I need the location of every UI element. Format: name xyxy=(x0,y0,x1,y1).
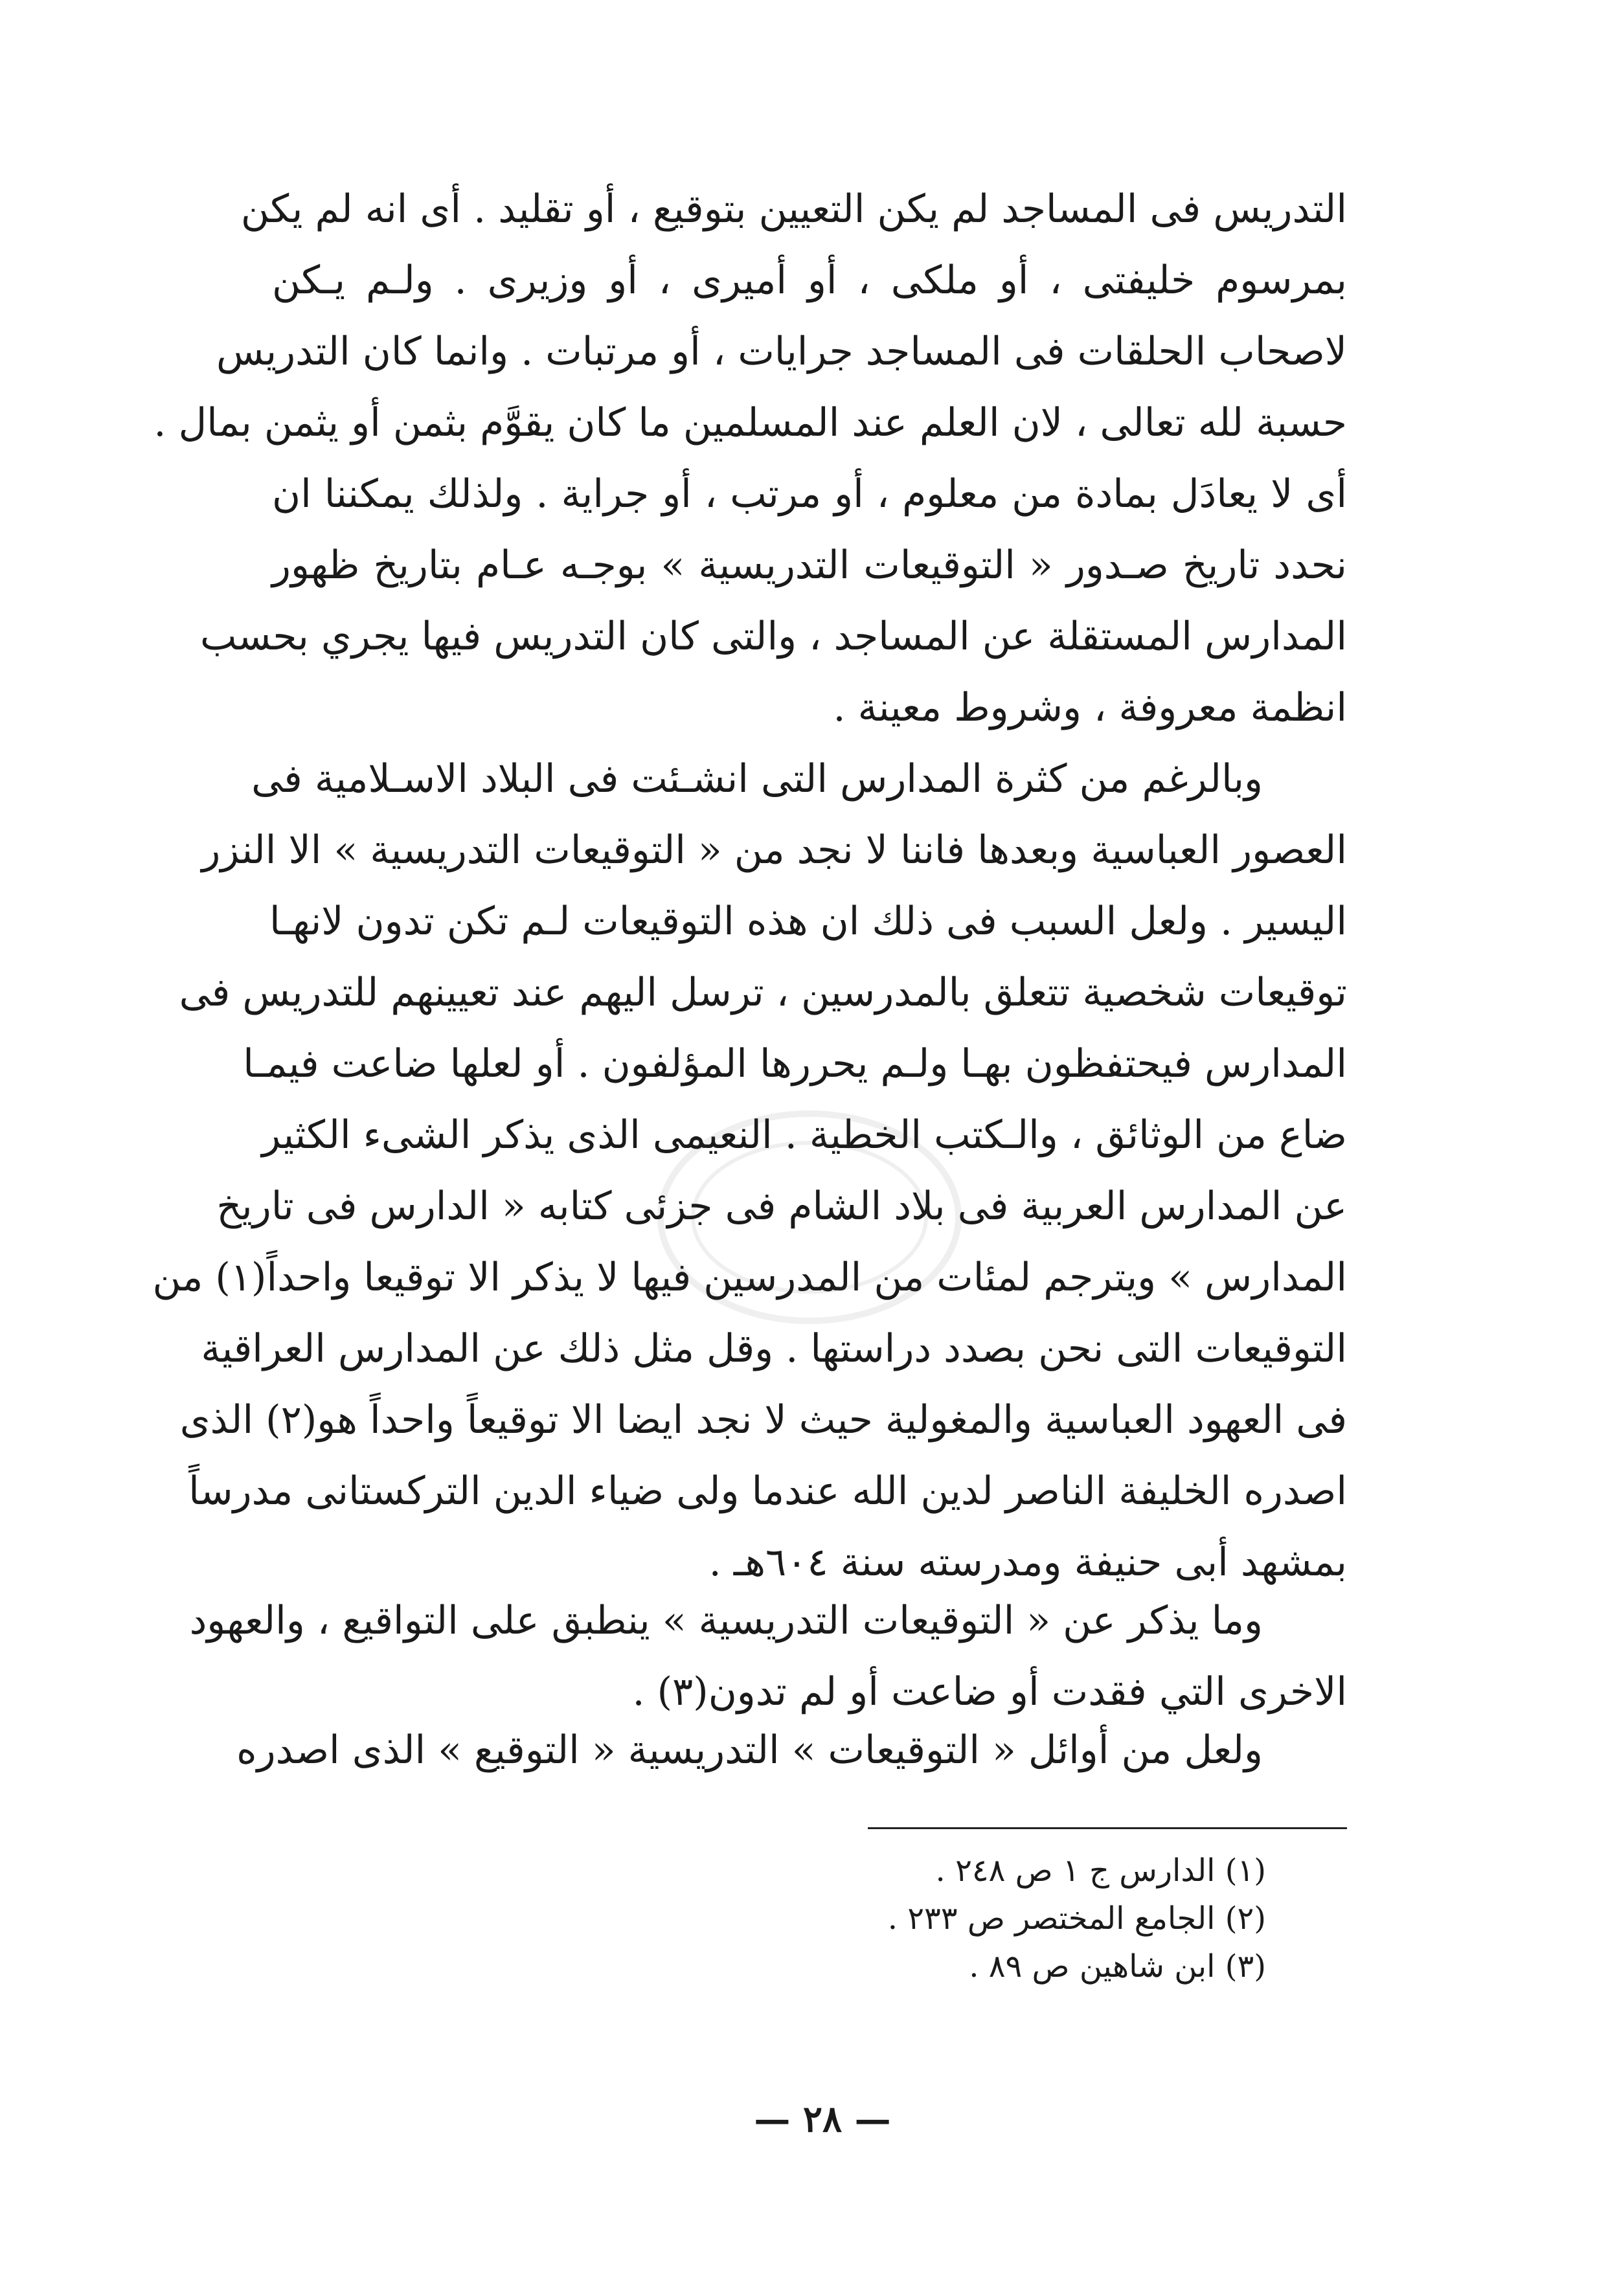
footnote-1: (١) الدارس ج ١ ص ٢٤٨ . xyxy=(935,1852,1266,1889)
page-number: — ٢٨ — xyxy=(754,2098,891,2141)
paragraph-1 xyxy=(153,174,1347,743)
text-line: الاخرى التي فقدت أو ضاعت أو لم تدون(٣) . xyxy=(632,1669,1347,1715)
text-line: حسبة لله تعالى ، لان العلم عند المسلمين ما كان يقوَّم بثمن أو يثمن بمال . xyxy=(153,400,1347,445)
text-line: التدريس فى المساجد لم يكن التعيين بتوقيع ، أو تقليد . أى انه لم يكن xyxy=(240,186,1347,232)
text-line: التوقيعات التى نحن بصدد دراستها . وقل مثل ذلك عن المدارس العراقية xyxy=(201,1326,1347,1371)
text-line: توقيعات شخصية تتعلق بالمدرسين ، ترسل اليهم عند تعيينهم للتدريس فى xyxy=(179,970,1347,1015)
text-line: فى العهود العباسية والمغولية حيث لا نجد ايضا الا توقيعاً واحداً هو(٢) الذى xyxy=(179,1397,1347,1443)
text-line: اصدره الخليفة الناصر لدين الله عندما ولى ضياء الدين التركستانى مدرساً xyxy=(188,1469,1347,1514)
text-line: بمشهد أبى حنيفة ومدرسته سنة ٦٠٤هـ . xyxy=(708,1540,1347,1585)
text-line: وبالرغم من كثرة المدارس التى انشـئت فى البلاد الاسـلامية فى xyxy=(251,756,1263,802)
text-line: المدارس فيحتفظون بهـا ولـم يحررها المؤلفون . أو لعلها ضاعت فيمـا xyxy=(243,1041,1347,1086)
text-line: المدارس المستقلة عن المساجد ، والتى كان التدريس فيها يجري بحسب xyxy=(199,614,1347,659)
text-line: انظمة معروفة ، وشروط معينة . xyxy=(833,685,1347,730)
footnote-2: (٢) الجامع المختصر ص ٢٣٣ . xyxy=(887,1900,1266,1937)
paragraph-4 xyxy=(236,1715,1347,1786)
text-line: اليسير . ولعل السبب فى ذلك ان هذه التوقيعات لـم تكن تدون لانهـا xyxy=(269,899,1347,944)
footnote-divider xyxy=(868,1827,1347,1829)
text-line: لاصحاب الحلقات فى المساجد جرايات ، أو مرتبات . وانما كان التدريس xyxy=(216,329,1347,374)
footnotes xyxy=(683,1847,1266,1990)
text-line: ولعل من أوائل « التوقيعات » التدريسية « التوقيع » الذى اصدره xyxy=(236,1728,1263,1773)
text-line: نحدد تاريخ صـدور « التوقيعات التدريسية » بوجـه عـام بتاريخ ظهور xyxy=(272,543,1347,588)
text-line: عن المدارس العربية فى بلاد الشام فى جزئى كتابه « الدارس فى تاريخ xyxy=(216,1184,1347,1229)
text-line: المدارس » ويترجم لمئات من المدرسين فيها لا يذكر الا توقيعا واحداً(١) من xyxy=(152,1255,1347,1300)
footnote-3: (٣) ابن شاهين ص ٨٩ . xyxy=(969,1948,1266,1985)
text-line: العصور العباسية وبعدها فاننا لا نجد من « التوقيعات التدريسية » الا النزر xyxy=(201,827,1347,873)
text-line: وما يذكر عن « التوقيعات التدريسية » ينطبق على التواقيع ، والعهود xyxy=(189,1598,1263,1643)
library-stamp-watermark-icon xyxy=(648,1101,971,1334)
text-line: بمرسوم خليفتى ، أو ملكى ، أو أميرى ، أو وزيرى . ولـم يـكن xyxy=(272,258,1347,303)
text-line: ضاع من الوثائق ، والـكتب الخطية . النعيمى الذى يذكر الشىء الكثير xyxy=(262,1112,1347,1158)
text-line: أى لا يعادَل بمادة من معلوم ، أو مرتب ، أو جراية . ولذلك يمكننا ان xyxy=(272,471,1347,517)
paragraph-3 xyxy=(189,1585,1347,1728)
